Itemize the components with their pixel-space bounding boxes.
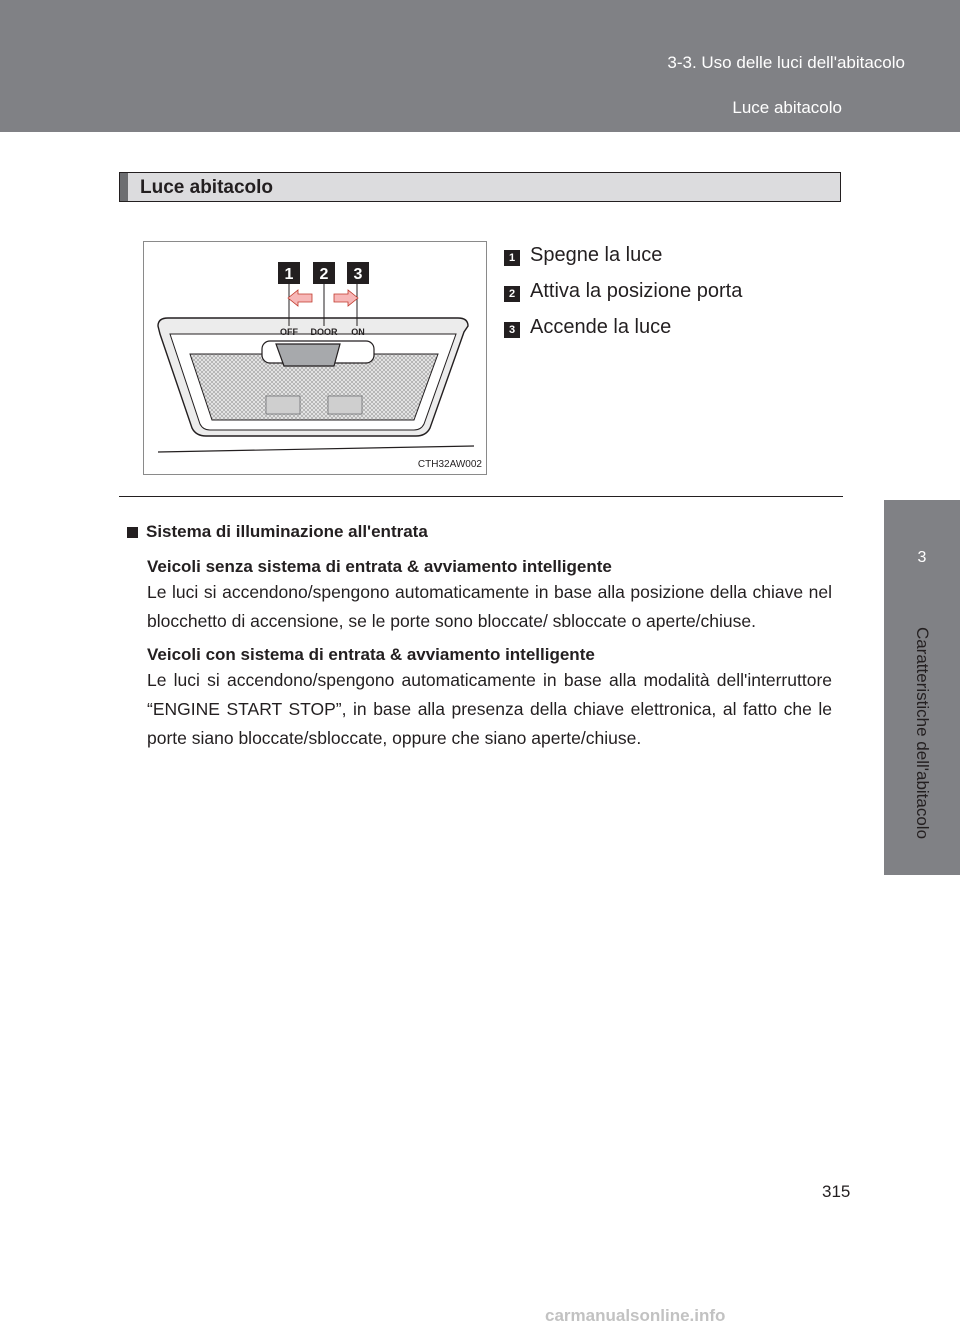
interior-light-illustration (144, 242, 486, 474)
chapter-tab (884, 500, 960, 875)
legend-number-badge: 2 (504, 286, 520, 302)
notes-block (127, 522, 832, 761)
lens-pad-left (266, 396, 300, 414)
switch-label-off: OFF (280, 327, 298, 337)
section-title-box (119, 172, 841, 202)
chapter-title: Caratteristiche dell'abitacolo (913, 626, 932, 840)
arrow-right-icon (334, 290, 358, 306)
callout-3: 3 (353, 266, 363, 283)
legend-item (504, 309, 742, 345)
header-section-title: 3-3. Uso delle luci dell'abitacolo (667, 53, 905, 72)
note-paragraph-heading: Veicoli senza sistema di entrata & avviamento intelligente (147, 557, 612, 576)
note-paragraph (127, 644, 832, 753)
chapter-number: 3 (917, 549, 927, 566)
section-title-accent (120, 173, 128, 201)
callout-1: 1 (284, 266, 294, 283)
figure-code: CTH32AW002 (417, 459, 482, 470)
legend-number-badge: 3 (504, 322, 520, 338)
arrow-left-icon (288, 290, 312, 306)
interior-light-figure (143, 241, 487, 475)
legend-number-badge: 1 (504, 250, 520, 266)
bullet-square-icon (127, 527, 138, 538)
section-divider (119, 496, 843, 497)
switch-label-on: ON (351, 327, 365, 337)
ceiling-line (158, 446, 474, 452)
lens-pad-right (328, 396, 362, 414)
note-paragraph-text: Le luci si accendono/spengono automaticamente in base alla posizione della chiave nel blocchetto di accensione, se le porte sono bloccate/ sbloccate o aperte/chiuse. (147, 582, 832, 631)
note-paragraph (127, 556, 832, 636)
legend-list (504, 237, 742, 345)
legend-item (504, 273, 742, 309)
note-paragraph-text: Le luci si accendono/spengono automaticamente in base alla modalità dell'interruttore “ENGINE START STOP”, in base alla presenza della chiave elettronica, al fatto che le porte siano bloccate/sbloccate, oppure che siano aperte/chiuse. (147, 670, 832, 748)
legend-item (504, 237, 742, 273)
header-subsection-title: Luce abitacolo (732, 98, 842, 117)
header-bar (0, 0, 960, 132)
legend-text: Spegne la luce (530, 243, 663, 266)
page-number: 315 (822, 1182, 851, 1201)
legend-text: Attiva la posizione porta (530, 279, 743, 302)
legend-text: Accende la luce (530, 315, 672, 338)
callout-2: 2 (319, 266, 329, 283)
switch-knob (276, 344, 340, 366)
note-paragraph-heading: Veicoli con sistema di entrata & avviamento intelligente (147, 645, 595, 664)
notes-heading-text: Sistema di illuminazione all'entrata (146, 522, 428, 541)
notes-heading (127, 522, 832, 542)
watermark: carmanualsonline.info (545, 1306, 726, 1325)
switch-label-door: DOOR (310, 327, 338, 337)
section-title: Luce abitacolo (140, 177, 274, 198)
